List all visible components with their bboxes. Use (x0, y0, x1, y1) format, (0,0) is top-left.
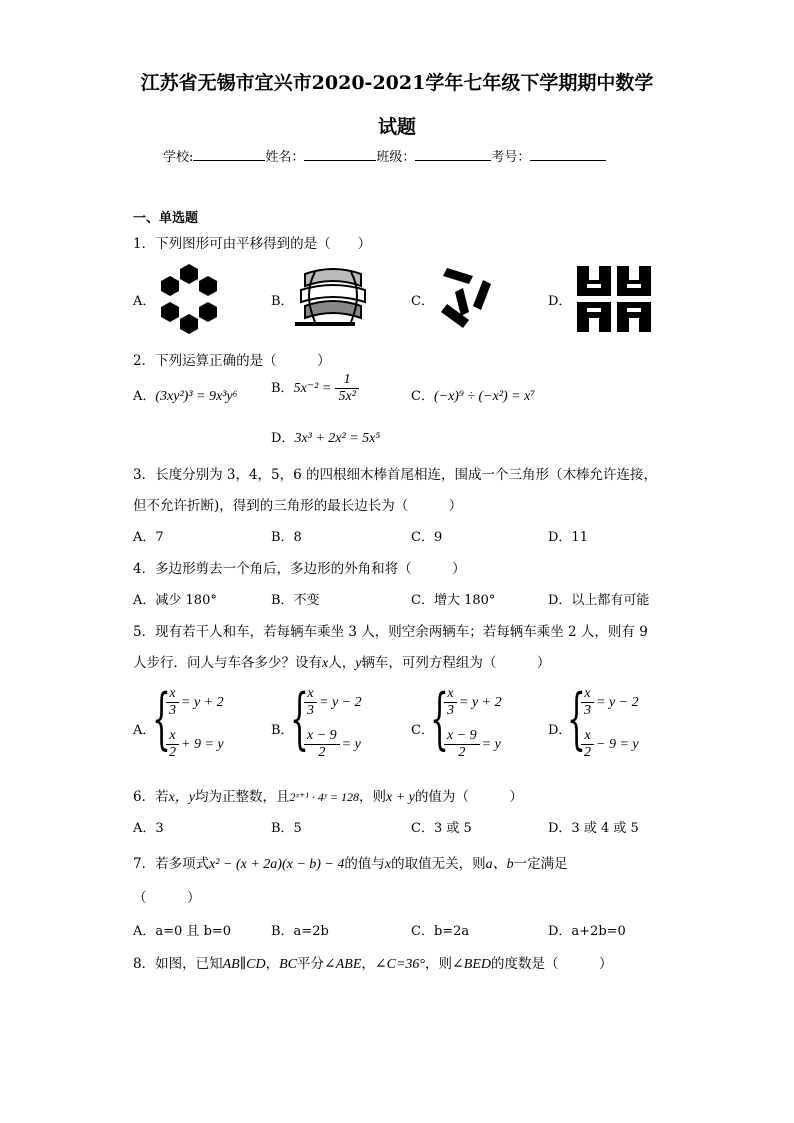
q5-a-brace: { (152, 680, 171, 757)
q5-text-c: 辆车，可列方程组为（ ） (361, 655, 551, 671)
question-4-stem: 4．多边形剪去一个角后，多边形的外角和将（ ） (133, 561, 466, 577)
q8-math-parallel: AB∥CD (222, 957, 266, 972)
q6-math-equation: 2ˣ⁺¹ · 4ʸ = 128 (289, 790, 360, 804)
q5-d-eq2-num: x (581, 728, 594, 745)
q8-text-d: ， (361, 956, 375, 972)
q5-d-eq2 (581, 728, 639, 761)
question-5-stem-line1: 5．现有若干人和车，若每辆车乘坐 3 人，则空余两辆车；若每辆车乘坐 2 人，则有 9 (133, 624, 648, 640)
q7-text-d: 一定满足 (513, 856, 568, 872)
mirrored-blocks-figure (575, 262, 653, 336)
q8-text-e: ，则 (425, 956, 453, 972)
q1-option-d-label: D． (548, 294, 572, 309)
q8-math-angle-c: ∠C=36° (374, 957, 426, 972)
q5-a-eq2-num: x (166, 728, 179, 745)
q2-option-c-label: C． (411, 389, 434, 404)
q2-option-d (271, 427, 380, 447)
q5-d-eq2-rest: − 9 = y (596, 736, 639, 752)
q5-option-a-label: A． (133, 723, 156, 738)
q5-b-eq1-num: x (304, 686, 317, 703)
q6-text-b: 均为正整数，且 (195, 789, 290, 805)
q5-text-b: 人， (328, 655, 356, 671)
q6-text-a: 6．若 (133, 789, 169, 805)
q4-option-a: A．减少 180° (133, 593, 217, 608)
q7-text-a: 7．若多项式 (133, 856, 210, 872)
q5-b-eq2-num: x − 9 (304, 728, 340, 745)
q4-option-b: B．不变 (271, 593, 320, 608)
q5-a-eq2 (166, 728, 224, 761)
q6-option-b: B．5 (271, 821, 302, 836)
q7-option-d: D．a+2b=0 (548, 924, 626, 939)
hexagon-ring-figure (158, 262, 220, 336)
q2-option-c (411, 385, 535, 405)
section-heading: 一、单选题 (133, 211, 199, 226)
q3-option-d: D．11 (548, 530, 588, 545)
q7-text-b: 的值与 (344, 856, 385, 872)
q2-option-a (133, 385, 237, 405)
q4-option-c: C．增大 180° (411, 593, 496, 608)
q5-d-eq2-den: 2 (584, 745, 591, 760)
q1-option-b-label: B． (271, 294, 294, 309)
q5-c-eq1-num: x (444, 686, 457, 703)
question-7-stem (133, 852, 568, 873)
q5-b-eq2-rest: = y (341, 736, 361, 752)
q3-option-b: B．8 (271, 530, 302, 545)
q7-option-c: C．b=2a (411, 924, 470, 939)
q2-option-b-left: 5x⁻² = (293, 381, 332, 396)
q2-option-c-expr: (−x)⁹ ÷ (−x²) = x⁷ (433, 389, 536, 404)
q2-option-a-expr: (3xy²)³ = 9x³y⁶ (155, 389, 238, 404)
q8-math-angle-abe: ∠ABE (324, 957, 362, 972)
q5-c-eq2-den: 2 (458, 745, 466, 760)
q3-option-a: A．7 (133, 530, 164, 545)
q5-d-eq1-num: x (581, 686, 594, 703)
q5-text-a: 人步行．问人与车各多少？设有 (133, 655, 322, 671)
q6-math-xy: x，y (168, 790, 196, 805)
q7-text-c: 的取值无关，则 (391, 856, 486, 872)
q2-option-d-label: D． (271, 431, 295, 446)
rotating-triangle-figure (433, 266, 497, 332)
q2-b-denominator: 5x² (338, 389, 356, 404)
page-title: 江苏省无锡市宜兴市2020-2021学年七年级下学期期中数学 (140, 72, 654, 94)
q2-option-b-label: B． (271, 381, 294, 396)
q5-c-eq2-num: x − 9 (444, 728, 480, 745)
q3-option-c: C．9 (411, 530, 443, 545)
info-row (163, 146, 606, 165)
q2-option-b (271, 372, 359, 405)
q5-a-eq2-den: 2 (169, 745, 176, 760)
q1-option-c-label: C． (411, 294, 434, 309)
name-label: 姓名： (265, 150, 305, 165)
question-7-stem-line2: （ ） (133, 890, 201, 906)
q5-option-b-system (288, 682, 398, 768)
q7-option-a: A．a=0 且 b=0 (133, 924, 232, 939)
q5-c-eq1-den: 3 (447, 703, 454, 718)
q6-math-sum: x + y (386, 790, 415, 805)
q5-c-eq2 (444, 728, 501, 761)
q5-option-a-system (150, 682, 260, 768)
exam-no-blank (530, 148, 606, 161)
q5-c-eq1 (444, 686, 502, 719)
q5-a-eq1-rest: = y + 2 (181, 694, 224, 710)
school-label: 学校: (163, 150, 194, 165)
q8-text-a: 8．如图，已知 (133, 956, 223, 972)
q5-option-c-label: C． (411, 723, 434, 738)
q5-option-d-system (565, 682, 675, 768)
exam-no-label: 考号： (491, 150, 531, 165)
q5-c-brace: { (430, 680, 449, 757)
question-3-stem-line1: 3．长度分别为 3，4，5，6 的四根细木棒首尾相连，围成一个三角形（木棒允许连接， (133, 467, 658, 483)
q1-option-a-label: A． (133, 294, 156, 309)
q8-math-bc: BC (279, 957, 298, 972)
q6-option-a: A．3 (133, 821, 164, 836)
question-8-stem (133, 952, 612, 973)
question-2-stem: 2．下列运算正确的是（ ） (133, 353, 331, 369)
q6-text-d: 的值为（ ） (414, 789, 523, 805)
school-blank (193, 148, 265, 161)
page-title-line2: 试题 (377, 116, 416, 138)
question-1-stem: 1．下列图形可由平移得到的是（ ） (133, 236, 372, 252)
q2-option-a-label: A． (133, 389, 156, 404)
q4-option-d: D．以上都有可能 (548, 593, 650, 608)
q5-d-brace: { (567, 680, 586, 757)
q8-text-c: 平分 (297, 956, 325, 972)
question-3-stem-line2: 但不允许折断)，得到的三角形的最长边长为（ ） (133, 498, 463, 514)
q6-option-c: C．3 或 5 (411, 821, 472, 836)
q7-var-ab: a、b (485, 857, 514, 872)
q6-text-c: ，则 (359, 789, 387, 805)
q5-b-eq1-rest: = y − 2 (319, 694, 362, 710)
q2-option-b-fraction (335, 372, 358, 405)
q5-a-eq1-num: x (166, 686, 179, 703)
class-label: 班级： (376, 150, 416, 165)
question-5-stem-line2 (133, 651, 550, 672)
q5-a-eq1-den: 3 (169, 703, 176, 718)
q5-b-brace: { (290, 680, 309, 757)
q5-d-eq1-rest: = y − 2 (596, 694, 639, 710)
q7-var-x: x (384, 857, 392, 872)
q5-a-eq2-rest: + 9 = y (181, 736, 224, 752)
q8-text-f: 的度数是（ ） (490, 956, 613, 972)
q5-var-y: y (355, 656, 362, 671)
class-blank (415, 148, 491, 161)
q8-math-angle-bed: ∠BED (452, 957, 491, 972)
q5-c-eq2-rest: = y (481, 736, 501, 752)
name-blank (304, 148, 376, 161)
q5-d-eq1 (581, 686, 639, 719)
q5-var-x: x (322, 656, 329, 671)
q5-option-b-label: B． (271, 723, 294, 738)
q2-option-d-expr: 3x³ + 2x² = 5x⁵ (294, 431, 381, 446)
interlocking-band-figure (295, 264, 371, 330)
q7-polynomial: x² − (x + 2a)(x − b) − 4 (209, 857, 345, 872)
q8-text-b: ， (265, 956, 280, 972)
q7-option-b: B．a=2b (271, 924, 329, 939)
q6-option-d: D．3 或 4 或 5 (548, 821, 639, 836)
q5-a-eq1 (166, 686, 224, 719)
q5-c-eq1-rest: = y + 2 (459, 694, 502, 710)
q5-b-eq2 (304, 728, 361, 761)
q5-b-eq1 (304, 686, 362, 719)
q5-option-d-label: D． (548, 723, 572, 738)
q5-option-c-system (428, 682, 538, 768)
q5-b-eq1-den: 3 (307, 703, 314, 718)
q5-d-eq1-den: 3 (584, 703, 591, 718)
q2-b-numerator: 1 (335, 372, 358, 389)
q5-b-eq2-den: 2 (318, 745, 326, 760)
question-6-stem (133, 785, 523, 806)
